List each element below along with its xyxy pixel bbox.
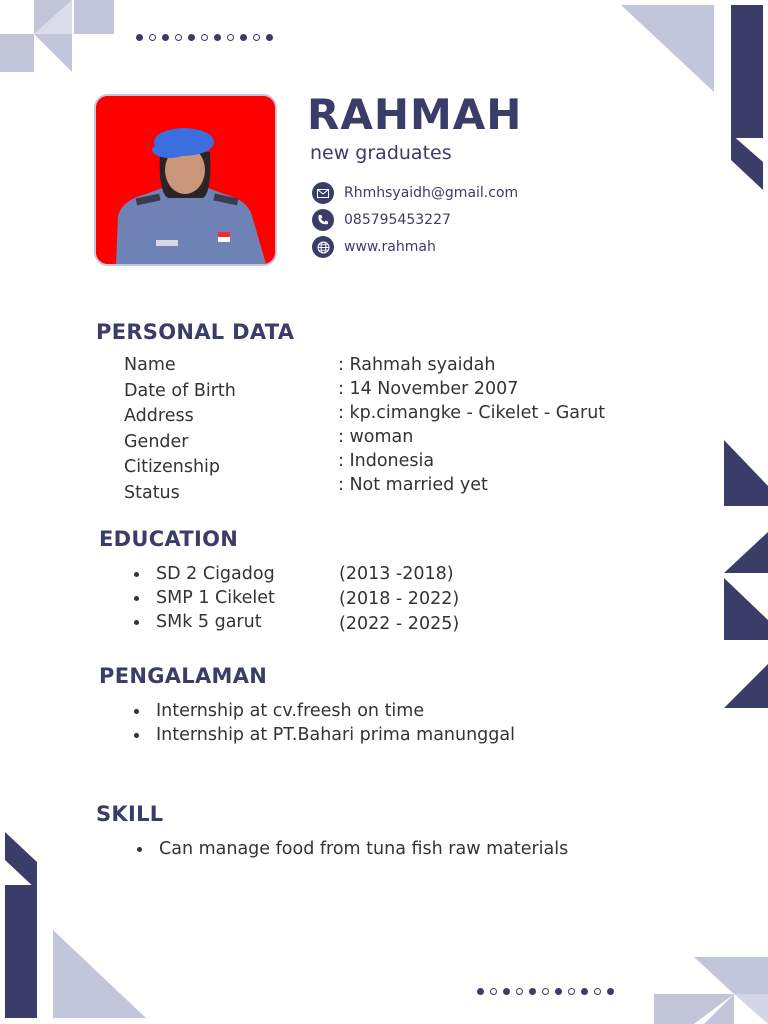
list-item: Internship at PT.Bahari prima manunggal bbox=[130, 723, 515, 747]
education-year: (2013 -2018) bbox=[339, 564, 454, 584]
top-dot-row bbox=[136, 34, 273, 41]
list-item: SMk 5 garut bbox=[130, 610, 275, 634]
experience-list bbox=[130, 699, 515, 747]
profile-photo bbox=[94, 94, 277, 266]
list-item: Can manage food from tuna fish raw materials bbox=[133, 837, 568, 861]
label-dob: Date of Birth bbox=[124, 380, 236, 401]
personal-data-labels bbox=[124, 355, 236, 508]
list-item: SMP 1 Cikelet bbox=[130, 586, 275, 610]
contact-website-text: www.rahmah bbox=[344, 239, 436, 255]
education-year: (2022 - 2025) bbox=[339, 614, 460, 634]
list-item: SD 2 Cigadog bbox=[130, 562, 275, 586]
contact-email bbox=[312, 182, 518, 204]
label-name: Name bbox=[124, 355, 176, 375]
email-icon bbox=[312, 182, 334, 204]
contact-phone-text: 085795453227 bbox=[344, 212, 451, 228]
education-heading: EDUCATION bbox=[99, 527, 239, 551]
contact-email-text: Rhmhsyaidh@gmail.com bbox=[344, 185, 519, 201]
bottom-dot-row bbox=[477, 988, 614, 995]
label-gender: Gender bbox=[124, 431, 189, 452]
skill-list bbox=[133, 837, 568, 861]
personal-data-heading: PERSONAL DATA bbox=[96, 320, 295, 344]
value-dob: : 14 November 2007 bbox=[338, 379, 519, 399]
personal-data-values bbox=[338, 355, 605, 499]
education-year: (2018 - 2022) bbox=[339, 589, 460, 609]
value-status: : Not married yet bbox=[338, 475, 488, 495]
phone-icon bbox=[312, 209, 334, 231]
skill-heading: SKILL bbox=[96, 802, 164, 826]
value-address: : kp.cimangke - Cikelet - Garut bbox=[338, 403, 606, 423]
contact-website bbox=[312, 236, 436, 258]
experience-heading: PENGALAMAN bbox=[99, 664, 268, 688]
list-item: Internship at cv.freesh on time bbox=[130, 699, 515, 723]
label-address: Address bbox=[124, 406, 194, 426]
label-citizenship: Citizenship bbox=[124, 457, 221, 477]
globe-icon bbox=[312, 236, 334, 258]
contact-phone bbox=[312, 209, 451, 231]
education-list bbox=[130, 562, 275, 634]
education-years bbox=[339, 562, 459, 637]
label-status: Status bbox=[124, 482, 180, 503]
value-name: : Rahmah syaidah bbox=[338, 355, 496, 375]
value-gender: : woman bbox=[338, 427, 414, 447]
person-illustration bbox=[96, 96, 275, 264]
person-subtitle: new graduates bbox=[310, 142, 452, 164]
value-citizenship: : Indonesia bbox=[338, 451, 435, 471]
person-name: RAHMAH bbox=[307, 90, 523, 139]
